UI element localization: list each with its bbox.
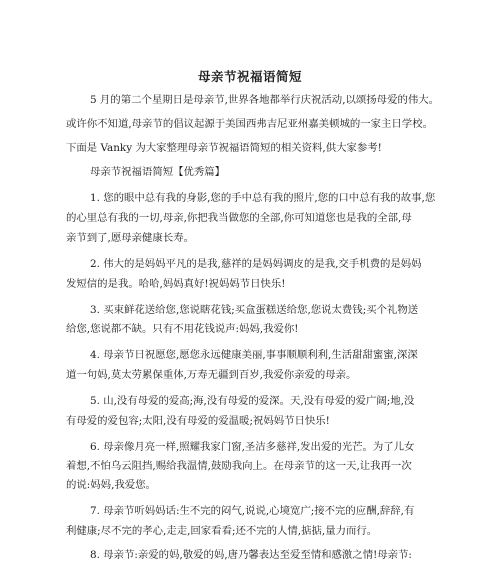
list-item-line: 4. 母亲节日祝愿您,愿您永远健康美丽,事事顺顺利利,生活甜甜蜜蜜,深深	[90, 349, 418, 361]
list-item-line: 3. 买束鲜花送给您,您说瞎花钱;买盒蛋糕送给您,您说太费钱;买个礼物送	[90, 304, 419, 316]
list-item-line: 给您,您说都不缺。只有不用花钱说声:妈妈,我爱你!	[66, 323, 299, 335]
list-item-line: 利健康;尽不完的孝心,走走,回家看看;还不完的人情,掂掂,量力而行。	[66, 525, 378, 537]
list-item-line: 发短信的是我。哈哈,妈妈真好!祝妈妈节日快乐!	[66, 278, 286, 290]
list-item-line: 7. 母亲节听妈妈话:生不完的闷气,说说,心境宽广;接不完的应酬,辞辞,有	[90, 505, 415, 517]
list-item-line: 有母爱的爱包容;太阳,没有母爱的爱温暖;祝妈妈节日快乐!	[66, 415, 330, 427]
list-item-line: 2. 伟大的是妈妈平凡的是我,慈祥的是妈妈调皮的是我,交手机费的是妈妈	[90, 258, 422, 270]
section-heading: 母亲节祝福语简短【优秀篇】	[90, 166, 226, 178]
list-item-line: 着想,不怕乌云阻挡,赐给我温情,鼓励我向上。在母亲节的这一天,让我再一次	[66, 460, 412, 472]
intro-line: 5 月的第二个星期日是母亲节,世界各地都举行庆祝活动,以颂扬母爱的伟大。	[90, 94, 440, 106]
list-item-line: 6. 母亲像月亮一样,照耀我家门窗,圣洁多慈祥,发出爱的光芒。为了儿女	[90, 441, 415, 453]
list-item-line: 的心里总有我的一切,母亲,你把我当做您的全部,你可知道您也是我的全部,母	[66, 212, 412, 224]
intro-line: 或许你不知道,母亲节的倡议起源于美国西弗吉尼亚州嘉美顿城的一家主日学校。	[66, 118, 433, 130]
intro-line: 下面是 Vanky 为大家整理母亲节祝福语简短的相关资料,供大家参考!	[66, 142, 382, 154]
list-item-line: 8. 母亲节:亲爱的妈,敬爱的妈,唐乃馨表达至爱至情和感激之情!母亲节:	[90, 549, 412, 561]
list-item-line: 道一句妈,莫太劳累保重体,万寿无疆到百岁,我爱你亲爱的母亲。	[66, 369, 357, 381]
list-item-line: 5. 山,没有母爱的爱高;海,没有母爱的爱深。天,没有母爱的爱广阔;地,没	[90, 395, 415, 407]
document-title: 母亲节祝福语简短	[197, 69, 302, 84]
list-item-line: 1. 您的眼中总有我的身影,您的手中总有我的照片,您的口中总有我的故事,您	[90, 192, 436, 204]
list-item-line: 亲节到了,愿母亲健康长寿。	[66, 232, 194, 244]
list-item-line: 的说:妈妈,我爱您。	[66, 479, 156, 491]
